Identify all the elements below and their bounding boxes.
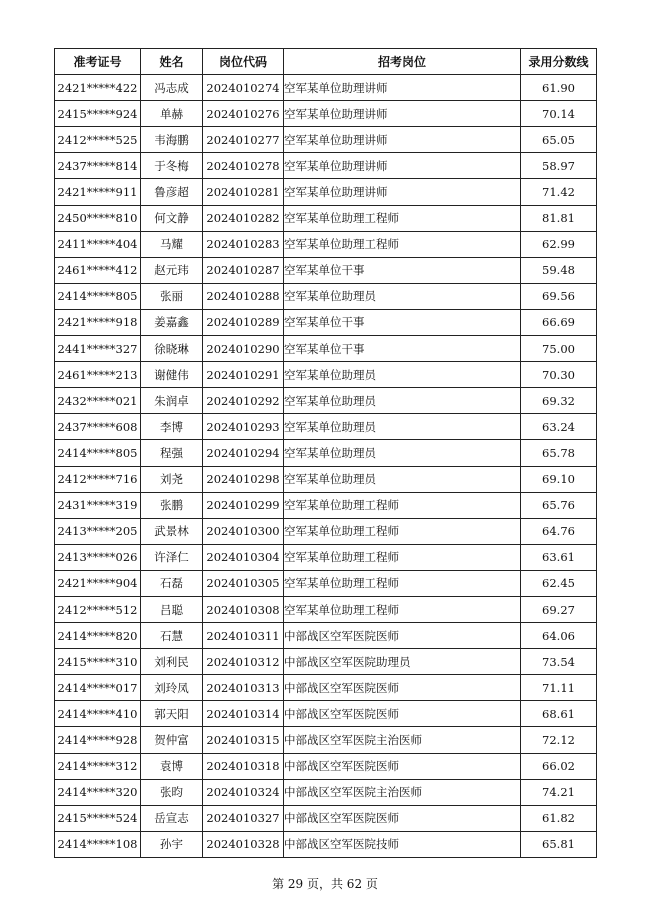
cell-exam-id: 2432*****021 — [55, 388, 141, 414]
cell-name: 程强 — [141, 440, 203, 466]
table-row — [55, 414, 597, 440]
cell-post: 空军某单位助理工程师 — [284, 492, 521, 518]
cell-post: 空军某单位助理工程师 — [284, 570, 521, 596]
cell-score: 59.48 — [521, 257, 597, 283]
results-table — [54, 48, 597, 858]
cell-exam-id: 2414*****805 — [55, 440, 141, 466]
cell-score: 61.90 — [521, 75, 597, 101]
cell-post: 中部战区空军医院医师 — [284, 805, 521, 831]
cell-exam-id: 2415*****310 — [55, 649, 141, 675]
cell-name: 谢健伟 — [141, 362, 203, 388]
cell-name: 徐晓琳 — [141, 336, 203, 362]
cell-name: 吕聪 — [141, 596, 203, 622]
cell-post-code: 2024010290 — [203, 336, 284, 362]
cell-name: 贺仲富 — [141, 727, 203, 753]
table-row — [55, 623, 597, 649]
cell-post-code: 2024010312 — [203, 649, 284, 675]
cell-exam-id: 2412*****525 — [55, 127, 141, 153]
cell-post-code: 2024010277 — [203, 127, 284, 153]
cell-name: 张昀 — [141, 779, 203, 805]
cell-score: 69.10 — [521, 466, 597, 492]
cell-exam-id: 2421*****422 — [55, 75, 141, 101]
table-row — [55, 75, 597, 101]
cell-post: 中部战区空军医院医师 — [284, 753, 521, 779]
cell-exam-id: 2412*****512 — [55, 596, 141, 622]
cell-score: 63.24 — [521, 414, 597, 440]
cell-score: 65.78 — [521, 440, 597, 466]
cell-post: 空军某单位助理员 — [284, 388, 521, 414]
cell-name: 许泽仁 — [141, 544, 203, 570]
cell-name: 李博 — [141, 414, 203, 440]
cell-score: 63.61 — [521, 544, 597, 570]
cell-name: 石磊 — [141, 570, 203, 596]
table-row — [55, 309, 597, 335]
table-row — [55, 205, 597, 231]
table-row — [55, 831, 597, 857]
cell-exam-id: 2414*****312 — [55, 753, 141, 779]
table-row — [55, 753, 597, 779]
cell-score: 64.06 — [521, 623, 597, 649]
cell-post-code: 2024010278 — [203, 153, 284, 179]
cell-post-code: 2024010298 — [203, 466, 284, 492]
table-row — [55, 492, 597, 518]
cell-score: 62.99 — [521, 231, 597, 257]
header-score: 录用分数线 — [521, 49, 597, 75]
cell-post-code: 2024010315 — [203, 727, 284, 753]
cell-post: 空军某单位助理讲师 — [284, 179, 521, 205]
cell-exam-id: 2415*****524 — [55, 805, 141, 831]
cell-post-code: 2024010276 — [203, 101, 284, 127]
cell-post-code: 2024010293 — [203, 414, 284, 440]
cell-name: 袁博 — [141, 753, 203, 779]
cell-post-code: 2024010294 — [203, 440, 284, 466]
cell-post-code: 2024010281 — [203, 179, 284, 205]
header-post-code: 岗位代码 — [203, 49, 284, 75]
cell-post: 空军某单位助理工程师 — [284, 596, 521, 622]
cell-name: 韦海鹏 — [141, 127, 203, 153]
cell-score: 74.21 — [521, 779, 597, 805]
table-row — [55, 727, 597, 753]
cell-score: 71.11 — [521, 675, 597, 701]
cell-score: 58.97 — [521, 153, 597, 179]
cell-post: 空军某单位助理工程师 — [284, 205, 521, 231]
cell-post: 空军某单位助理员 — [284, 362, 521, 388]
cell-score: 69.27 — [521, 596, 597, 622]
cell-exam-id: 2414*****017 — [55, 675, 141, 701]
cell-name: 武景林 — [141, 518, 203, 544]
cell-exam-id: 2414*****805 — [55, 283, 141, 309]
cell-score: 66.02 — [521, 753, 597, 779]
cell-score: 65.81 — [521, 831, 597, 857]
cell-post-code: 2024010328 — [203, 831, 284, 857]
cell-post-code: 2024010305 — [203, 570, 284, 596]
cell-exam-id: 2461*****412 — [55, 257, 141, 283]
cell-name: 刘尧 — [141, 466, 203, 492]
cell-score: 61.82 — [521, 805, 597, 831]
cell-exam-id: 2437*****814 — [55, 153, 141, 179]
cell-post: 空军某单位助理工程师 — [284, 231, 521, 257]
cell-score: 68.61 — [521, 701, 597, 727]
cell-post-code: 2024010304 — [203, 544, 284, 570]
header-exam-id: 准考证号 — [55, 49, 141, 75]
table-row — [55, 701, 597, 727]
cell-exam-id: 2450*****810 — [55, 205, 141, 231]
cell-score: 64.76 — [521, 518, 597, 544]
cell-score: 71.42 — [521, 179, 597, 205]
cell-name: 孙宇 — [141, 831, 203, 857]
table-row — [55, 283, 597, 309]
cell-post: 中部战区空军医院医师 — [284, 623, 521, 649]
header-row — [55, 49, 597, 75]
cell-exam-id: 2431*****319 — [55, 492, 141, 518]
cell-post: 空军某单位干事 — [284, 336, 521, 362]
cell-post: 空军某单位助理员 — [284, 414, 521, 440]
cell-name: 赵元玮 — [141, 257, 203, 283]
table-row — [55, 388, 597, 414]
cell-post-code: 2024010314 — [203, 701, 284, 727]
table-row — [55, 805, 597, 831]
table-row — [55, 466, 597, 492]
table-row — [55, 675, 597, 701]
table-row — [55, 570, 597, 596]
cell-post: 空军某单位助理讲师 — [284, 101, 521, 127]
cell-score: 73.54 — [521, 649, 597, 675]
cell-score: 81.81 — [521, 205, 597, 231]
table-row — [55, 362, 597, 388]
cell-score: 62.45 — [521, 570, 597, 596]
cell-name: 冯志成 — [141, 75, 203, 101]
table-row — [55, 779, 597, 805]
cell-post: 空军某单位助理讲师 — [284, 127, 521, 153]
cell-score: 69.32 — [521, 388, 597, 414]
cell-exam-id: 2414*****320 — [55, 779, 141, 805]
table-row — [55, 231, 597, 257]
cell-name: 岳宣志 — [141, 805, 203, 831]
cell-exam-id: 2421*****918 — [55, 309, 141, 335]
table-row — [55, 153, 597, 179]
cell-exam-id: 2414*****108 — [55, 831, 141, 857]
cell-exam-id: 2461*****213 — [55, 362, 141, 388]
cell-post-code: 2024010287 — [203, 257, 284, 283]
cell-post-code: 2024010311 — [203, 623, 284, 649]
cell-post: 空军某单位助理讲师 — [284, 153, 521, 179]
cell-post-code: 2024010283 — [203, 231, 284, 257]
cell-post-code: 2024010292 — [203, 388, 284, 414]
cell-name: 张丽 — [141, 283, 203, 309]
cell-name: 张鹏 — [141, 492, 203, 518]
cell-post-code: 2024010282 — [203, 205, 284, 231]
cell-score: 70.14 — [521, 101, 597, 127]
cell-name: 石慧 — [141, 623, 203, 649]
cell-post-code: 2024010299 — [203, 492, 284, 518]
cell-exam-id: 2437*****608 — [55, 414, 141, 440]
cell-exam-id: 2414*****928 — [55, 727, 141, 753]
table-row — [55, 127, 597, 153]
cell-exam-id: 2421*****911 — [55, 179, 141, 205]
cell-name: 于冬梅 — [141, 153, 203, 179]
cell-exam-id: 2415*****924 — [55, 101, 141, 127]
cell-name: 郭天阳 — [141, 701, 203, 727]
table-row — [55, 518, 597, 544]
cell-post-code: 2024010313 — [203, 675, 284, 701]
header-post: 招考岗位 — [284, 49, 521, 75]
cell-score: 66.69 — [521, 309, 597, 335]
cell-post-code: 2024010308 — [203, 596, 284, 622]
cell-score: 69.56 — [521, 283, 597, 309]
cell-post: 空军某单位干事 — [284, 309, 521, 335]
cell-name: 何文静 — [141, 205, 203, 231]
cell-name: 鲁彦超 — [141, 179, 203, 205]
cell-name: 刘利民 — [141, 649, 203, 675]
cell-post: 中部战区空军医院医师 — [284, 675, 521, 701]
cell-post: 空军某单位助理讲师 — [284, 75, 521, 101]
table-row — [55, 440, 597, 466]
cell-post-code: 2024010288 — [203, 283, 284, 309]
table-row — [55, 257, 597, 283]
cell-exam-id: 2412*****716 — [55, 466, 141, 492]
table-row — [55, 336, 597, 362]
cell-score: 70.30 — [521, 362, 597, 388]
cell-post-code: 2024010327 — [203, 805, 284, 831]
cell-name: 朱润卓 — [141, 388, 203, 414]
cell-post: 中部战区空军医院主治医师 — [284, 779, 521, 805]
cell-exam-id: 2421*****904 — [55, 570, 141, 596]
cell-exam-id: 2441*****327 — [55, 336, 141, 362]
cell-exam-id: 2411*****404 — [55, 231, 141, 257]
header-name: 姓名 — [141, 49, 203, 75]
cell-post: 中部战区空军医院技师 — [284, 831, 521, 857]
cell-post: 空军某单位助理员 — [284, 440, 521, 466]
cell-post-code: 2024010291 — [203, 362, 284, 388]
cell-post-code: 2024010289 — [203, 309, 284, 335]
cell-post: 空军某单位助理员 — [284, 283, 521, 309]
cell-score: 75.00 — [521, 336, 597, 362]
cell-post: 空军某单位干事 — [284, 257, 521, 283]
table-row — [55, 101, 597, 127]
cell-name: 姜嘉鑫 — [141, 309, 203, 335]
cell-post: 空军某单位助理工程师 — [284, 518, 521, 544]
table-row — [55, 649, 597, 675]
cell-exam-id: 2413*****026 — [55, 544, 141, 570]
cell-exam-id: 2413*****205 — [55, 518, 141, 544]
cell-name: 单赫 — [141, 101, 203, 127]
cell-post: 空军某单位助理工程师 — [284, 544, 521, 570]
table-row — [55, 179, 597, 205]
cell-post: 中部战区空军医院医师 — [284, 701, 521, 727]
cell-score: 65.05 — [521, 127, 597, 153]
cell-post: 空军某单位助理员 — [284, 466, 521, 492]
cell-name: 刘玲凤 — [141, 675, 203, 701]
page-footer: 第 29 页，共 62 页 — [272, 877, 378, 891]
cell-post: 中部战区空军医院主治医师 — [284, 727, 521, 753]
cell-post-code: 2024010274 — [203, 75, 284, 101]
cell-post-code: 2024010324 — [203, 779, 284, 805]
cell-score: 65.76 — [521, 492, 597, 518]
cell-exam-id: 2414*****820 — [55, 623, 141, 649]
cell-name: 马耀 — [141, 231, 203, 257]
cell-post-code: 2024010300 — [203, 518, 284, 544]
cell-post: 中部战区空军医院助理员 — [284, 649, 521, 675]
cell-exam-id: 2414*****410 — [55, 701, 141, 727]
cell-score: 72.12 — [521, 727, 597, 753]
cell-post-code: 2024010318 — [203, 753, 284, 779]
table-row — [55, 596, 597, 622]
table-body — [55, 75, 597, 858]
table-row — [55, 544, 597, 570]
